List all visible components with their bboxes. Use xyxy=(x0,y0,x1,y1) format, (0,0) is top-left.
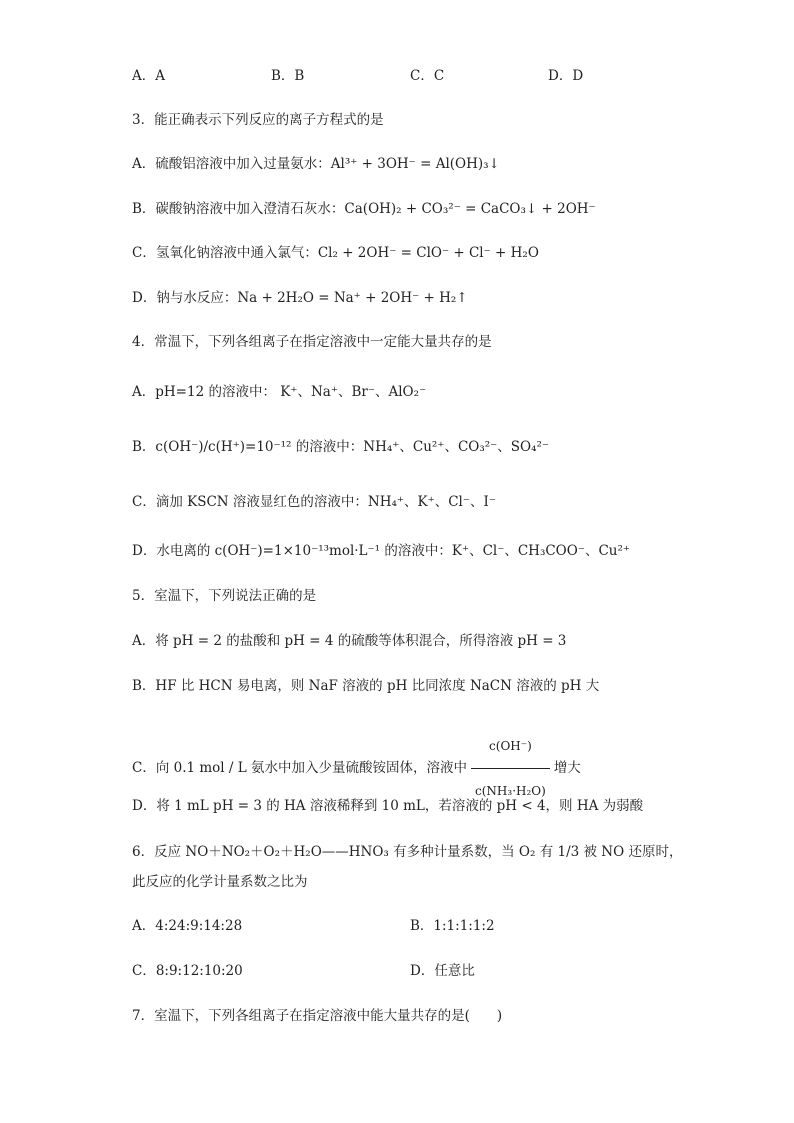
q4-option-d-ions: K⁺、Cl⁻、CH₃COO⁻、Cu²⁺ xyxy=(451,543,631,559)
q4-option-a-ions: K⁺、Na⁺、Br⁻、AlO₂⁻ xyxy=(280,384,427,400)
q3-option-b-label: B．碳酸钠溶液中加入澄清石灰水： xyxy=(132,201,345,217)
q4-option-c-label: C．滴加 KSCN 溶液显红色的溶液中： xyxy=(132,494,368,510)
q5-option-c-prefix: C．向 0.1 mol / L 氨水中加入少量硫酸铵固体，溶液中 xyxy=(132,760,468,776)
q3-stem: 3．能正确表示下列反应的离子方程式的是 xyxy=(132,112,384,128)
q3-option-a-equation: Al³⁺ + 3OH⁻ = Al(OH)₃↓ xyxy=(330,156,500,172)
q4-option-d-label: D．水电离的 c(OH⁻)=1×10⁻¹³mol·L⁻¹ 的溶液中： xyxy=(132,543,452,559)
fraction-denominator: c(NH₃·H₂O) xyxy=(475,784,546,798)
q3-option-c xyxy=(132,244,539,262)
q5-option-c-suffix: 增大 xyxy=(553,760,581,776)
q4-option-b xyxy=(132,438,549,456)
q3-option-b xyxy=(132,200,596,218)
q4-stem: 4．常温下，下列各组离子在指定溶液中一定能大量共存的是 xyxy=(132,334,492,350)
q4-option-a-label: A．pH=12 的溶液中： xyxy=(132,384,276,400)
q5-stem: 5．室温下，下列说法正确的是 xyxy=(132,588,317,604)
q4-option-a xyxy=(132,383,426,401)
q2-option-b: B．B xyxy=(271,68,305,84)
q6-option-c: C．8:9:12:10:20 xyxy=(132,963,243,979)
q6-stem-line-1: 6．反应 NO＋NO₂＋O₂＋H₂O——HNO₃ 有多种计量系数，当 O₂ 有 1/3 被 NO 还原时， xyxy=(132,844,683,860)
q6-stem-line-2: 此反应的化学计量系数之比为 xyxy=(132,874,308,890)
q3-option-d xyxy=(132,289,468,307)
q5-option-d: D．将 1 mL pH = 3 的 HA 溶液稀释到 10 mL，若溶液的 pH < 4，则 HA 为弱酸 xyxy=(132,798,644,814)
q5-option-b: B．HF 比 HCN 易电离，则 NaF 溶液的 pH 比同浓度 NaCN 溶液的 pH 大 xyxy=(132,678,600,694)
q5-option-a: A．将 pH = 2 的盐酸和 pH = 4 的硫酸等体积混合，所得溶液 pH = 3 xyxy=(132,633,567,649)
q3-option-c-label: C．氢氧化钠溶液中通入氯气： xyxy=(132,245,318,261)
q3-option-d-label: D．钠与水反应： xyxy=(132,290,238,306)
q6-option-d: D．任意比 xyxy=(410,963,475,979)
q3-option-d-equation: Na + 2H₂O = Na⁺ + 2OH⁻ + H₂↑ xyxy=(237,290,468,306)
fraction-numerator: c(OH⁻) xyxy=(471,726,550,769)
q2-option-c: C．C xyxy=(410,68,445,84)
q3-option-c-equation: Cl₂ + 2OH⁻ = ClO⁻ + Cl⁻ + H₂O xyxy=(317,245,539,261)
q4-option-b-label: B．c(OH⁻)/c(H⁺)=10⁻¹² 的溶液中： xyxy=(132,439,364,455)
q4-option-b-ions: NH₄⁺、Cu²⁺、CO₃²⁻、SO₄²⁻ xyxy=(363,439,550,455)
q7-stem: 7．室温下，下列各组离子在指定溶液中能大量共存的是( ) xyxy=(132,1008,503,1024)
q3-option-a-label: A．硫酸铝溶液中加入过量氨水： xyxy=(132,156,331,172)
q4-option-d xyxy=(132,542,630,560)
q4-option-c-ions: NH₄⁺、K⁺、Cl⁻、I⁻ xyxy=(367,494,496,510)
q2-option-d: D．D xyxy=(548,68,584,84)
q6-option-b: B．1:1:1:1:2 xyxy=(410,918,495,934)
q2-option-a: A．A xyxy=(132,68,165,84)
q6-option-a: A．4:24:9:14:28 xyxy=(132,918,243,934)
q3-option-a xyxy=(132,155,500,173)
q3-option-b-equation: Ca(OH)₂ + CO₃²⁻ = CaCO₃↓ + 2OH⁻ xyxy=(344,201,596,217)
q4-option-c xyxy=(132,493,496,511)
